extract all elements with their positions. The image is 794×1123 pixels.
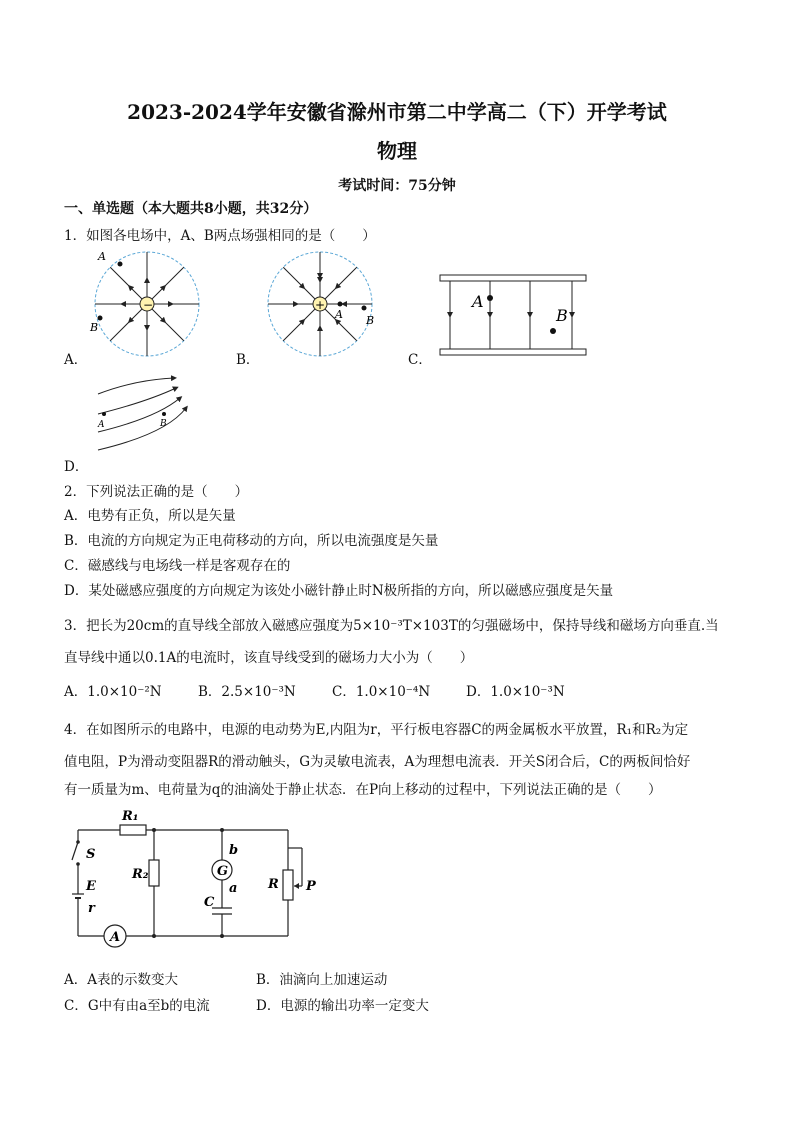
label-emf: E [86, 879, 96, 894]
q1-option-a: A． [64, 352, 88, 368]
point-a-label: A [472, 292, 484, 311]
q3-option-d: D．1.0×10⁻³N [466, 684, 565, 700]
q4-option-a: A．A表的示数变大 [64, 972, 178, 988]
q2-option-b: B．电流的方向规定为正电荷移动的方向，所以电流强度是矢量 [64, 533, 439, 549]
q1-figure-a [88, 252, 210, 362]
label-rheostat: R [268, 877, 279, 892]
q4-stem-line2: 值电阻，P为滑动变阻器R的滑动触头，G为灵敏电流表，A为理想电流表．开关S闭合后，C的两板间恰好 [64, 754, 691, 770]
positive-charge-label: + [315, 298, 326, 312]
point-a-label: A [98, 250, 106, 263]
q4-option-c: C．G中有由a至b的电流 [64, 998, 210, 1014]
exam-time: 考试时间：75分钟 [338, 178, 456, 194]
page-title: 2023-2024学年安徽省滁州市第二中学高二（下）开学考试 [127, 100, 667, 124]
q3-option-b: B．2.5×10⁻³N [198, 684, 296, 700]
label-switch: S [86, 847, 96, 862]
q1-stem: 1．如图各电场中，A、B两点场强相同的是（ ） [64, 228, 376, 244]
label-a: a [229, 881, 238, 896]
q2-option-c: C．磁感线与电场线一样是客观存在的 [64, 558, 291, 574]
q1-figure-d [94, 376, 189, 466]
negative-charge-label: − [143, 298, 154, 312]
point-b-label: B [366, 314, 375, 327]
q3-option-a: A．1.0×10⁻²N [64, 684, 162, 700]
label-ammeter: A [110, 930, 121, 945]
label-galvanometer: G [217, 864, 229, 879]
point-b-label: B [90, 321, 99, 334]
label-internal-resistance: r [88, 901, 95, 916]
label-slider-p: P [306, 879, 316, 894]
point-a-label: A [98, 420, 105, 430]
q4-option-b: B．油滴向上加速运动 [256, 972, 388, 988]
subject-title: 物理 [377, 139, 417, 163]
label-r1: R₁ [122, 809, 139, 824]
q1-figure-b [264, 252, 386, 362]
label-r2: R₂ [132, 867, 149, 882]
q2-option-a: A．电势有正负，所以是矢量 [64, 508, 236, 524]
q4-circuit-diagram [70, 808, 320, 948]
q4-option-d: D．电源的输出功率一定变大 [256, 998, 429, 1014]
q4-stem-line1: 4．在如图所示的电路中，电源的电动势为E,内阻为r，平行板电容器C的两金属板水平放置，R₁和R₂为定 [64, 722, 689, 738]
q2-option-d: D．某处磁感应强度的方向规定为该处小磁针静止时N极所指的方向，所以磁感应强度是矢量 [64, 583, 614, 599]
point-b-label: B [160, 419, 167, 429]
q1-option-d: D． [64, 459, 89, 475]
q1-figure-c [438, 273, 588, 363]
label-capacitor: C [204, 895, 215, 910]
q1-option-b: B． [236, 352, 260, 368]
q3-stem-line1: 3．把长为20cm的直导线全部放入磁感应强度为5×10⁻³T×103T的匀强磁场中，保持导线和磁场方向垂直.当 [64, 618, 719, 634]
q4-stem-line3: 有一质量为m、电荷量为q的油滴处于静止状态．在P向上移动的过程中，下列说法正确的是（ ） [64, 782, 662, 798]
q1-option-c: C． [408, 352, 432, 368]
q2-stem: 2．下列说法正确的是（ ） [64, 484, 249, 500]
point-b-label: B [556, 306, 568, 325]
q3-option-c: C．1.0×10⁻⁴N [332, 684, 431, 700]
q3-stem-line2: 直导线中通以0.1A的电流时，该直导线受到的磁场力大小为（ ） [64, 650, 474, 666]
label-b: b [229, 843, 239, 858]
section-heading: 一、单选题（本大题共8小题，共32分） [64, 201, 318, 217]
point-a-label: A [335, 308, 343, 321]
